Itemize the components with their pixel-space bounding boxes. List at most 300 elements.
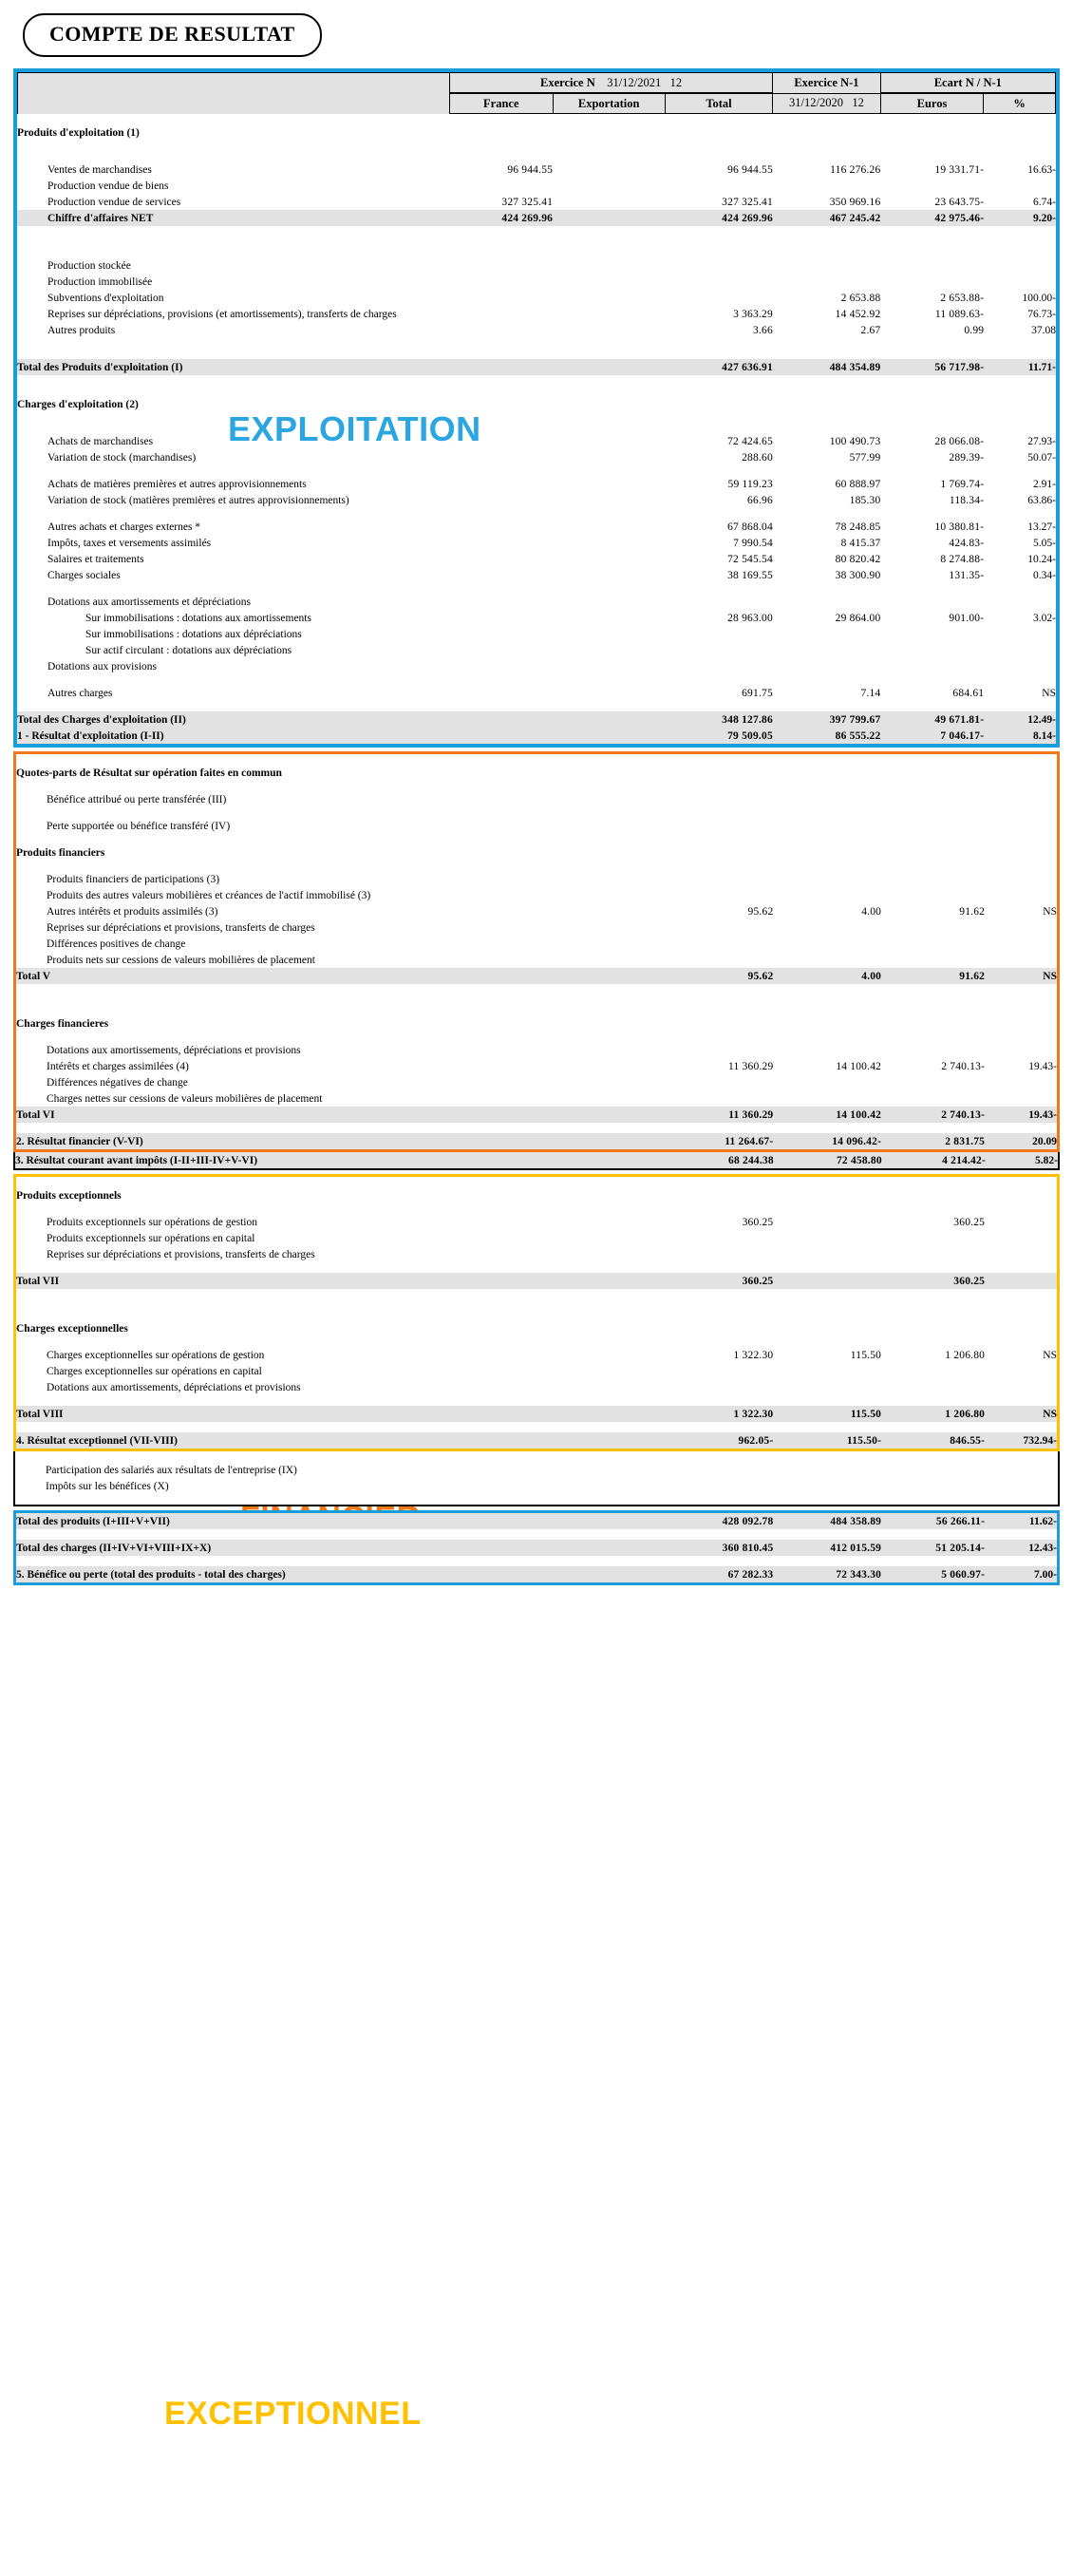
cell-euros: 56 717.98- [880,359,984,375]
cell-euros [881,765,985,781]
spacer [16,1529,1057,1540]
cell-n1: 2 653.88 [840,292,881,304]
cell-total: 288.60 [742,451,773,464]
row-label: Produits des autres valeurs mobilières et créances de l'actif immobilisé (3) [47,889,371,901]
table-row [16,968,1057,984]
header-col-total: Total [665,93,772,114]
cell-n1: 78 248.85 [835,521,881,533]
row-label: Produits exceptionnels sur opérations de gestion [47,1216,257,1228]
cell-export [553,685,665,701]
spacer [17,583,1056,594]
cell-france [449,433,553,449]
cell-export [553,818,665,834]
cell-france [449,1363,553,1379]
cell-export [553,1478,666,1494]
cell-n1: 350 969.16 [829,196,881,208]
cell-export [553,322,665,338]
table-row [17,492,1056,508]
spacer-cell [16,834,1057,844]
cell-france [449,818,553,834]
row-label: Impôts sur les bénéfices (X) [46,1480,169,1492]
cell-euros [881,818,985,834]
spacer [17,701,1056,711]
cell-total [666,1363,774,1379]
cell-total: 428 092.78 [666,1513,774,1529]
spacer [16,1299,1057,1320]
cell-pct [985,844,1057,861]
cell-total [666,887,774,903]
cell-pct [985,1090,1057,1107]
cell-total [666,1042,774,1058]
table-row [17,567,1056,583]
cell-total [665,290,773,306]
cell-france [449,1273,553,1289]
cell-export [553,433,665,449]
cell-total [666,791,774,807]
table-row [16,1058,1057,1074]
row-label: Total VIII [16,1406,449,1422]
cell-n1: 100 490.73 [829,435,881,447]
financier-rows [16,781,1057,1149]
cell-pct: 10.24- [1027,553,1056,565]
cell-euros [881,791,985,807]
row-label: Sur actif circulant : dotations aux dépréciations [85,644,292,656]
cell-euros: 23 643.75- [934,196,985,208]
spacer-cell [17,226,1056,237]
cell-euros [882,1478,986,1494]
cell-total [666,952,774,968]
row-label: Reprises sur dépréciations et provisions, transferts de charges [47,1248,315,1260]
exceptionnel-head [16,1177,1057,1214]
cell-euros: 2 653.88- [940,292,985,304]
cell-export [553,359,665,375]
table-row [17,594,1056,610]
cell-euros [880,274,984,290]
cell-n1 [773,1090,881,1107]
cell-total [665,124,773,141]
spacer-cell [17,465,1056,476]
cell-euros: 56 266.11- [881,1513,985,1529]
cell-total: 962.05- [666,1432,774,1449]
cell-n1: 72 343.30 [773,1566,881,1582]
spacer-cell [16,1422,1057,1432]
financier-head [16,754,1057,781]
cell-euros: 131.35- [949,569,985,581]
cell-n1 [773,1074,881,1090]
cell-euros [881,1379,985,1395]
row-label: Autres achats et charges externes * [47,521,201,533]
cell-export [553,1347,665,1363]
cell-total [666,818,774,834]
cell-export [553,1566,665,1582]
cell-total: 691.75 [742,687,773,699]
cell-n1: 7.14 [860,687,881,699]
cell-n1: 115.50- [773,1432,881,1449]
spacer-cell [16,861,1057,871]
row-label: Sur immobilisations : dotations aux amortissements [85,612,311,624]
cell-france [449,1058,553,1074]
cell-euros: 8 274.88- [940,553,985,565]
header-col-pct: % [984,93,1056,114]
table-row [17,322,1056,338]
cell-n1 [773,919,881,936]
cell-pct [984,642,1056,658]
table-row [16,1406,1057,1422]
cell-export [553,535,665,551]
cell-euros: 1 769.74- [940,478,985,490]
row-label: Autres charges [47,687,113,699]
spacer [16,994,1057,1015]
cell-export [553,1320,665,1336]
cell-n1 [773,178,881,194]
table-row [16,818,1057,834]
cell-n1 [773,642,881,658]
cell-total: 96 944.55 [727,163,773,176]
cell-total [666,1074,774,1090]
spacer [16,1336,1057,1347]
cell-n1 [773,626,881,642]
cell-export [553,551,665,567]
ecart-label: Ecart N / N-1 [933,75,1002,89]
table-row [16,1363,1057,1379]
cell-export [553,124,665,141]
cell-euros [881,1363,985,1379]
cell-n1 [773,871,881,887]
header-col-euros: Euros [880,93,984,114]
row-label: Salaires et traitements [47,553,144,565]
table-row [16,1432,1057,1449]
cell-n1: 14 100.42 [773,1107,881,1123]
cell-pct [985,765,1057,781]
cell-export [553,642,665,658]
spacer-cell [16,1336,1057,1347]
cell-n1: 86 555.22 [773,728,881,744]
cell-total [665,257,773,274]
row-label: Dotations aux provisions [47,660,157,672]
table-row [16,1042,1057,1058]
row-label: Reprises sur dépréciations, provisions (et amortissements), transferts de charges [47,308,397,320]
cell-euros [880,124,984,141]
cell-pct: NS [1042,687,1056,699]
cell-n1: 116 276.26 [830,163,881,176]
cell-pct: NS [1043,1349,1057,1361]
cell-n1: 484 358.89 [773,1513,881,1529]
cell-euros [881,1246,985,1262]
cell-france [449,1230,553,1246]
row-label: Charges nettes sur cessions de valeurs mobilières de placement [47,1092,323,1105]
row-label: Différences positives de change [47,938,186,950]
cell-n1: 38 300.90 [835,569,881,581]
cell-france [449,1513,553,1529]
cell-n1 [773,1363,881,1379]
financier-charges-title-row [16,1015,1057,1032]
cell-pct: 37.08 [1031,324,1056,336]
spacer-cell [16,1299,1057,1320]
row-label: Charges d'exploitation (2) [17,398,139,410]
cell-total: 67 282.33 [666,1566,774,1582]
cell-n1: 60 888.97 [835,478,881,490]
cell-n1: 115.50 [773,1406,881,1422]
exceptionnel-table [16,1177,1057,1449]
cell-export [553,1246,665,1262]
table-row [17,290,1056,306]
cell-france [449,1347,553,1363]
cell-n1: 484 354.89 [773,359,881,375]
cell-euros: 2 831.75 [881,1133,985,1149]
cell-n1 [773,765,881,781]
cell-total [666,765,774,781]
cell-pct: 3.02- [1033,612,1056,624]
cell-france [449,1379,553,1395]
cell-total [666,1320,774,1336]
cell-pct: NS [1043,905,1057,918]
cell-export [553,1152,666,1168]
spacer [16,1289,1057,1299]
cell-total: 72 545.54 [727,553,773,565]
cell-euros [881,1090,985,1107]
cell-france [449,1015,553,1032]
cell-export [553,476,665,492]
cell-euros: 51 205.14- [881,1540,985,1556]
spacer [16,1177,1057,1187]
row-label: Total des charges (II+IV+VI+VIII+IX+X) [16,1540,449,1556]
spacer [17,237,1056,257]
cell-total: 348 127.86 [665,711,773,728]
cell-total: 424 269.96 [665,210,773,226]
spacer [16,861,1057,871]
cell-n1 [773,1246,881,1262]
spacer [16,1203,1057,1214]
row-label: Total V [16,968,449,984]
cell-export [553,449,665,465]
cell-france [449,919,553,936]
cell-total [666,1462,774,1478]
cell-france [449,952,553,968]
row-label: Total des Charges d'exploitation (II) [17,711,449,728]
cell-france [449,1246,553,1262]
cell-france [449,1406,553,1422]
cell-pct [984,396,1056,412]
table-row [17,433,1056,449]
page-title: COMPTE DE RESULTAT [23,13,322,57]
cell-france [449,1566,553,1582]
cell-euros [881,919,985,936]
cell-n1: 8 415.37 [840,537,881,549]
cell-france [449,1074,553,1090]
table-row [17,728,1056,744]
cell-france: 96 944.55 [507,163,554,176]
row-label: 5. Bénéfice ou perte (total des produits - total des charges) [16,1566,449,1582]
spacer [17,465,1056,476]
row-label: Reprises sur dépréciations et provisions, transferts de charges [47,921,315,934]
cell-pct [984,594,1056,610]
table-row [16,1074,1057,1090]
cell-n1 [773,396,881,412]
row-label: Autres produits [47,324,116,336]
table-row [17,551,1056,567]
cell-total: 327 325.41 [722,196,773,208]
spacer [17,141,1056,161]
cell-euros: 10 380.81- [934,521,985,533]
cell-n1: 577.99 [849,451,881,464]
cell-france [449,1540,553,1556]
cell-total: 72 424.65 [727,435,773,447]
spacer [16,834,1057,844]
cell-france [449,728,553,744]
cell-france [449,551,553,567]
spacer [16,754,1057,765]
spacer-cell [16,1032,1057,1042]
totaux-table [16,1513,1057,1582]
cell-total [665,642,773,658]
cell-n1 [773,1015,881,1032]
table-row [15,1462,1058,1478]
cell-export [553,306,665,322]
cell-total [666,1015,774,1032]
cell-pct: 5.05- [1033,537,1056,549]
cell-total [665,626,773,642]
exercice-n-date: 31/12/2021 [607,75,662,89]
cell-france [449,685,553,701]
cell-export [553,396,665,412]
table-row [16,1513,1057,1529]
exercice-n1-date: 31/12/2020 [789,96,843,110]
spacer [16,1123,1057,1133]
cell-euros: 289.39- [949,451,985,464]
cell-total [666,1478,774,1494]
cell-pct [984,178,1056,194]
cell-total [666,1230,774,1246]
table-row [17,178,1056,194]
cell-pct: 9.20- [984,210,1056,226]
cell-pct: 50.07- [1027,451,1056,464]
cell-pct [985,1214,1057,1230]
header-col-france: France [449,93,553,114]
cell-france [449,765,553,781]
table-row [16,1107,1057,1123]
cell-export [553,791,665,807]
cell-pct: 0.34- [1033,569,1056,581]
cell-export [553,1015,665,1032]
spacer-cell [16,1289,1057,1299]
table-row [17,476,1056,492]
cell-france [449,844,553,861]
cell-n1: 4.00 [861,905,882,918]
cell-n1: 185.30 [849,494,881,506]
row-label: Produits d'exploitation (1) [17,126,140,139]
cell-export [553,610,665,626]
cell-total [666,1379,774,1395]
financier-quotes-title-row [16,765,1057,781]
table-row [16,1246,1057,1262]
cell-euros: 846.55- [881,1432,985,1449]
row-label: Participation des salariés aux résultats de l'entreprise (IX) [46,1464,297,1476]
cell-n1: 115.50 [850,1349,882,1361]
cell-pct [984,658,1056,674]
cell-export [553,1074,665,1090]
cell-n1 [773,594,881,610]
spacer-cell [16,984,1057,994]
cell-export [553,1513,665,1529]
row-label: Dotations aux amortissements, dépréciations et provisions [47,1044,301,1056]
cell-total [665,594,773,610]
spacer-cell [16,1262,1057,1273]
page-title-area [0,0,1073,63]
cell-export [553,1042,665,1058]
cell-n1 [773,844,881,861]
cell-total: 59 119.23 [727,478,773,490]
spacer [16,807,1057,818]
cell-n1: 80 820.42 [835,553,881,565]
table-row [17,449,1056,465]
cell-france [449,594,553,610]
cell-export [553,1214,665,1230]
cell-france [449,306,553,322]
divers-table [15,1451,1058,1505]
row-label: Charges exceptionnelles sur opérations de gestion [47,1349,265,1361]
cell-pct [984,257,1056,274]
table-row [16,1090,1057,1107]
cell-france [449,711,553,728]
section-totaux [13,1510,1060,1585]
cell-n1 [773,274,881,290]
cell-total: 67 868.04 [727,521,773,533]
cell-export [553,1406,665,1422]
cell-france [449,1090,553,1107]
cell-pct [985,1230,1057,1246]
spacer [16,1556,1057,1566]
cell-pct [985,936,1057,952]
spacer-cell [17,674,1056,685]
exceptionnel-rows [16,1214,1057,1449]
cell-pct [984,124,1056,141]
row-label: Achats de marchandises [47,435,154,447]
row-label: Production stockée [47,259,131,272]
cell-export [553,1379,665,1395]
cell-france [449,871,553,887]
cell-pct [985,1320,1057,1336]
row-label: Total des produits (I+III+V+VII) [16,1513,449,1529]
header-exercice-n1 [773,73,880,94]
cell-export [553,1187,665,1203]
table-row [17,610,1056,626]
cell-euros: 1 206.80 [945,1349,986,1361]
cell-export [553,1230,665,1246]
section-financier [13,751,1060,1152]
cell-export [553,968,665,984]
cell-total: 95.62 [666,968,774,984]
row-label: Production vendue de services [47,196,181,208]
cell-france [449,1214,553,1230]
spacer [17,226,1056,237]
cell-euros [880,257,984,274]
cell-total [665,274,773,290]
table-row [17,642,1056,658]
cell-euros [880,594,984,610]
cell-export [553,1462,666,1478]
cell-export [553,952,665,968]
cell-total: 28 963.00 [727,612,773,624]
cell-total [665,658,773,674]
cell-total [665,396,773,412]
cell-total: 68 244.38 [666,1152,774,1168]
cell-euros: 19 331.71- [934,163,985,176]
spacer [16,1395,1057,1406]
table-row [17,274,1056,290]
cell-france [449,492,553,508]
cell-n1 [774,1462,882,1478]
cell-pct [985,952,1057,968]
